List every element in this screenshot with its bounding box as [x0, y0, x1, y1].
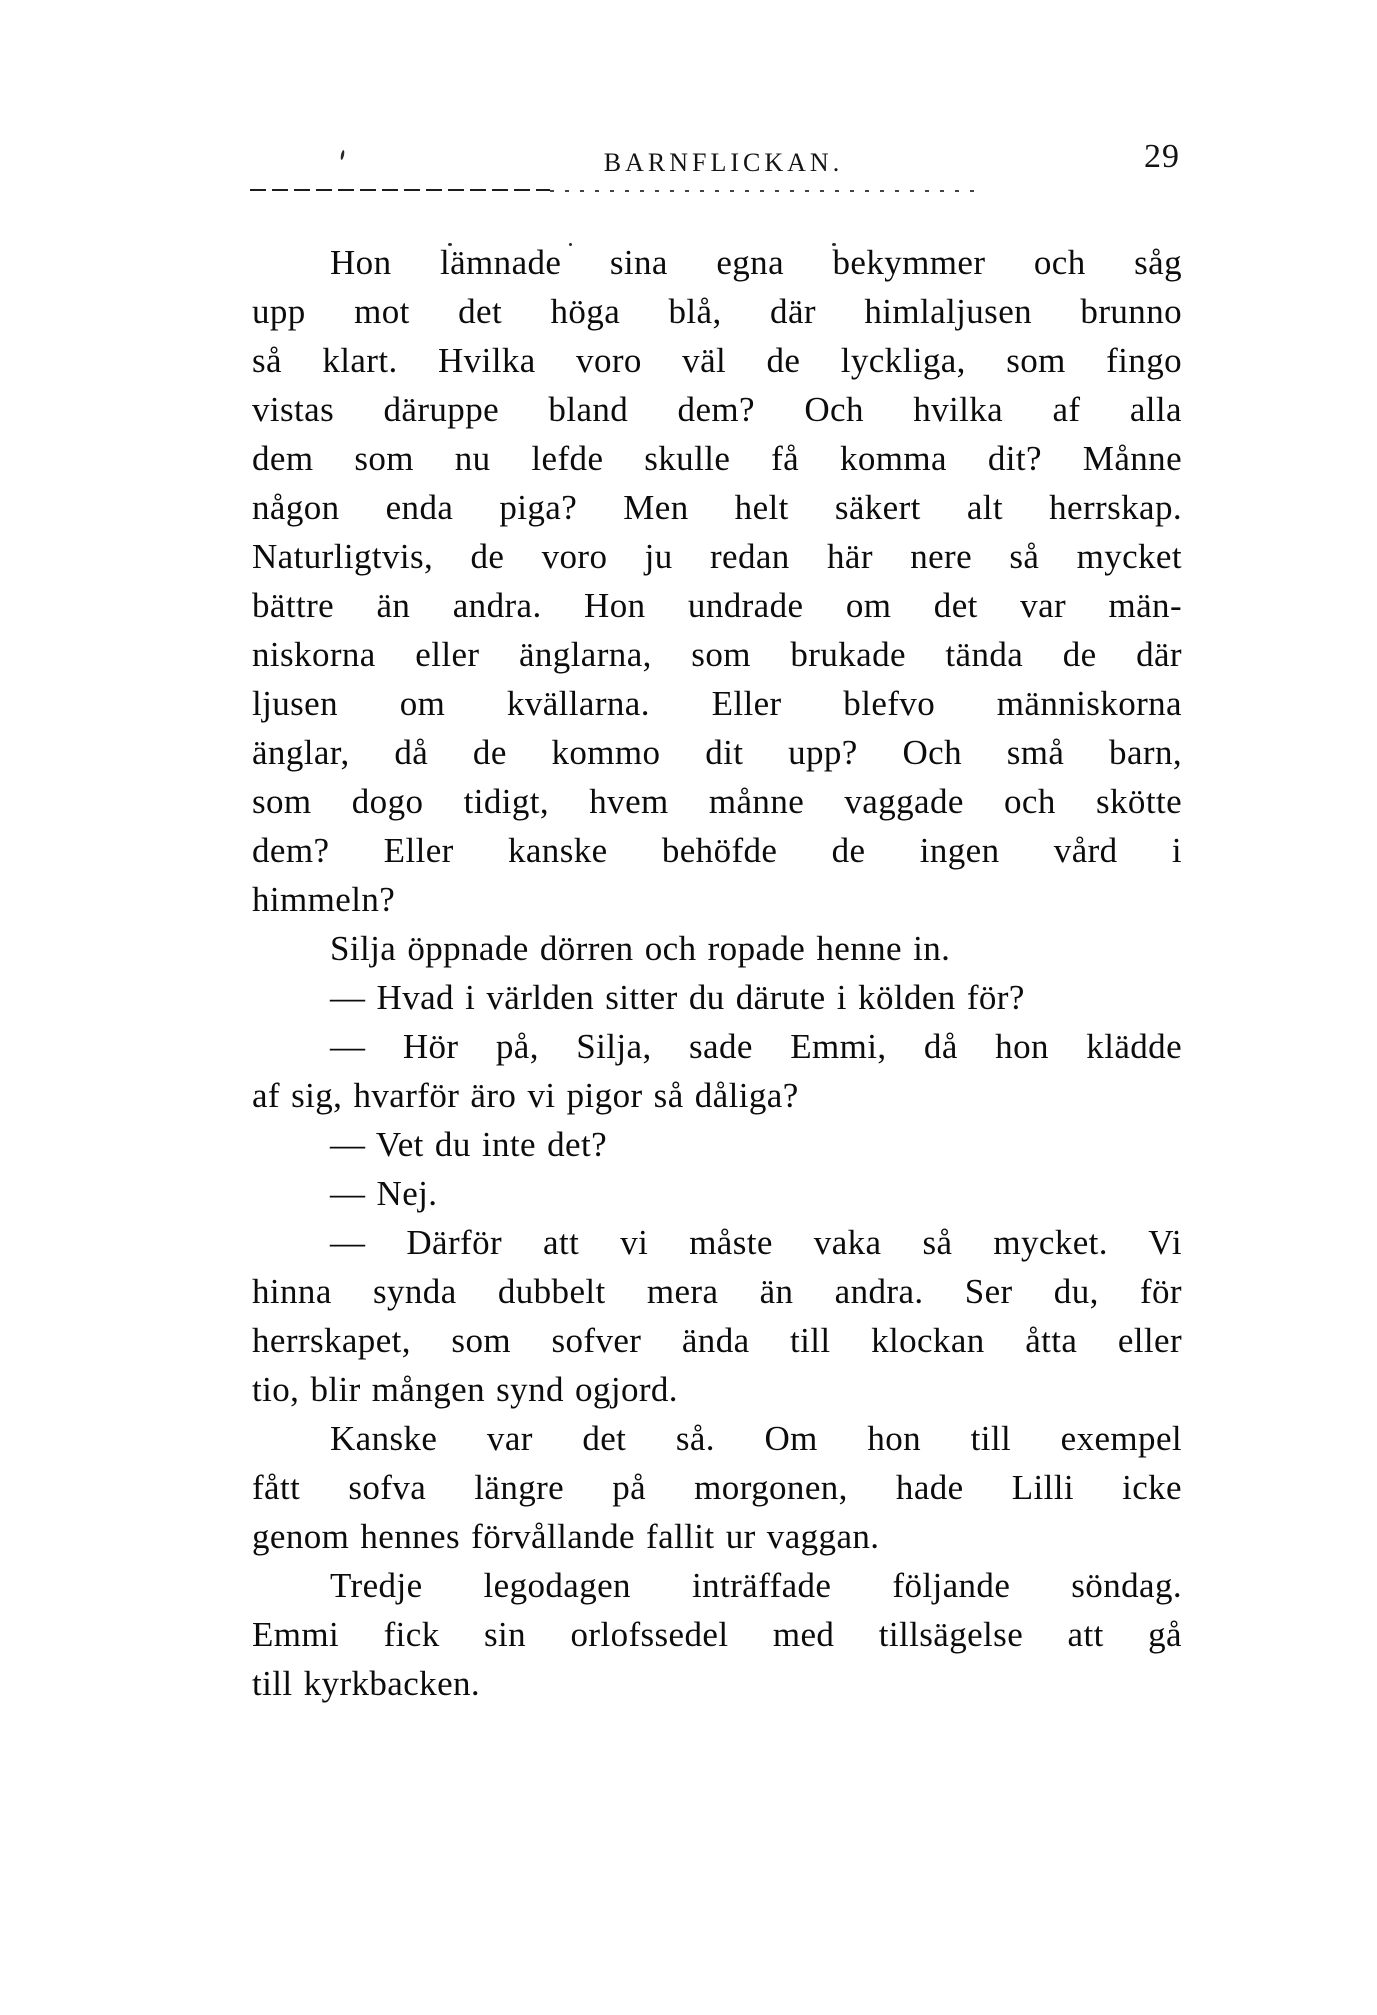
- text-line: till kyrkbacken.: [252, 1664, 481, 1703]
- running-title: BARNFLICKAN.: [603, 148, 844, 177]
- header-rule-dashes: [250, 189, 550, 191]
- text-line: — Nej.: [330, 1174, 438, 1213]
- text-line: som dogo tidigt, hvem månne vaggade och skötte: [252, 782, 1182, 821]
- text-line: — Därför att vi måste vaka så mycket. Vi: [330, 1223, 1182, 1262]
- page-body: [252, 238, 1182, 1708]
- text-line: Emmi fick sin orlofssedel med tillsägelse att gå: [252, 1615, 1182, 1654]
- text-line: så klart. Hvilka voro väl de lyckliga, som fingo: [252, 341, 1182, 380]
- text-line: någon enda piga? Men helt säkert alt herrskap.: [252, 488, 1182, 527]
- text-line: — Vet du inte det?: [330, 1125, 607, 1164]
- text-line: niskorna eller änglarna, som brukade tända de där: [252, 635, 1182, 674]
- text-line: Hon lämnade sina egna bekymmer och såg: [330, 243, 1182, 282]
- header-rule-dots: [550, 190, 980, 192]
- text-line: — Hör på, Silja, sade Emmi, då hon klädde: [330, 1027, 1182, 1066]
- text-line: herrskapet, som sofver ända till klockan åtta eller: [252, 1321, 1182, 1360]
- text-line: Tredje legodagen inträffade följande söndag.: [330, 1566, 1182, 1605]
- header-rule: [250, 189, 1050, 192]
- text-line: — Hvad i världen sitter du därute i kölden för?: [330, 978, 1025, 1017]
- text-line: Silja öppnade dörren och ropade henne in.: [330, 929, 951, 968]
- text-line: genom hennes förvållande fallit ur vaggan.: [252, 1517, 880, 1556]
- text-line: upp mot det höga blå, där himlaljusen brunno: [252, 292, 1182, 331]
- text-line: dem som nu lefde skulle få komma dit? Månne: [252, 439, 1182, 478]
- text-line: bättre än andra. Hon undrade om det var män-: [252, 586, 1182, 625]
- text-line: ljusen om kvällarna. Eller blefvo människorna: [252, 684, 1182, 723]
- text-line: af sig, hvarför äro vi pigor så dåliga?: [252, 1076, 799, 1115]
- text-line: himmeln?: [252, 880, 396, 919]
- page-number: 29: [1144, 138, 1180, 175]
- text-line: fått sofva längre på morgonen, hade Lilli icke: [252, 1468, 1182, 1507]
- text-line: dem? Eller kanske behöfde de ingen vård i: [252, 831, 1182, 870]
- text-line: vistas däruppe bland dem? Och hvilka af alla: [252, 390, 1182, 429]
- text-line: Kanske var det så. Om hon till exempel: [330, 1419, 1182, 1458]
- text-line: tio, blir mången synd ogjord.: [252, 1370, 678, 1409]
- text-line: änglar, då de kommo dit upp? Och små barn,: [252, 733, 1182, 772]
- text-line: Naturligtvis, de voro ju redan här nere så mycket: [252, 537, 1182, 576]
- text-line: hinna synda dubbelt mera än andra. Ser du, för: [252, 1272, 1182, 1311]
